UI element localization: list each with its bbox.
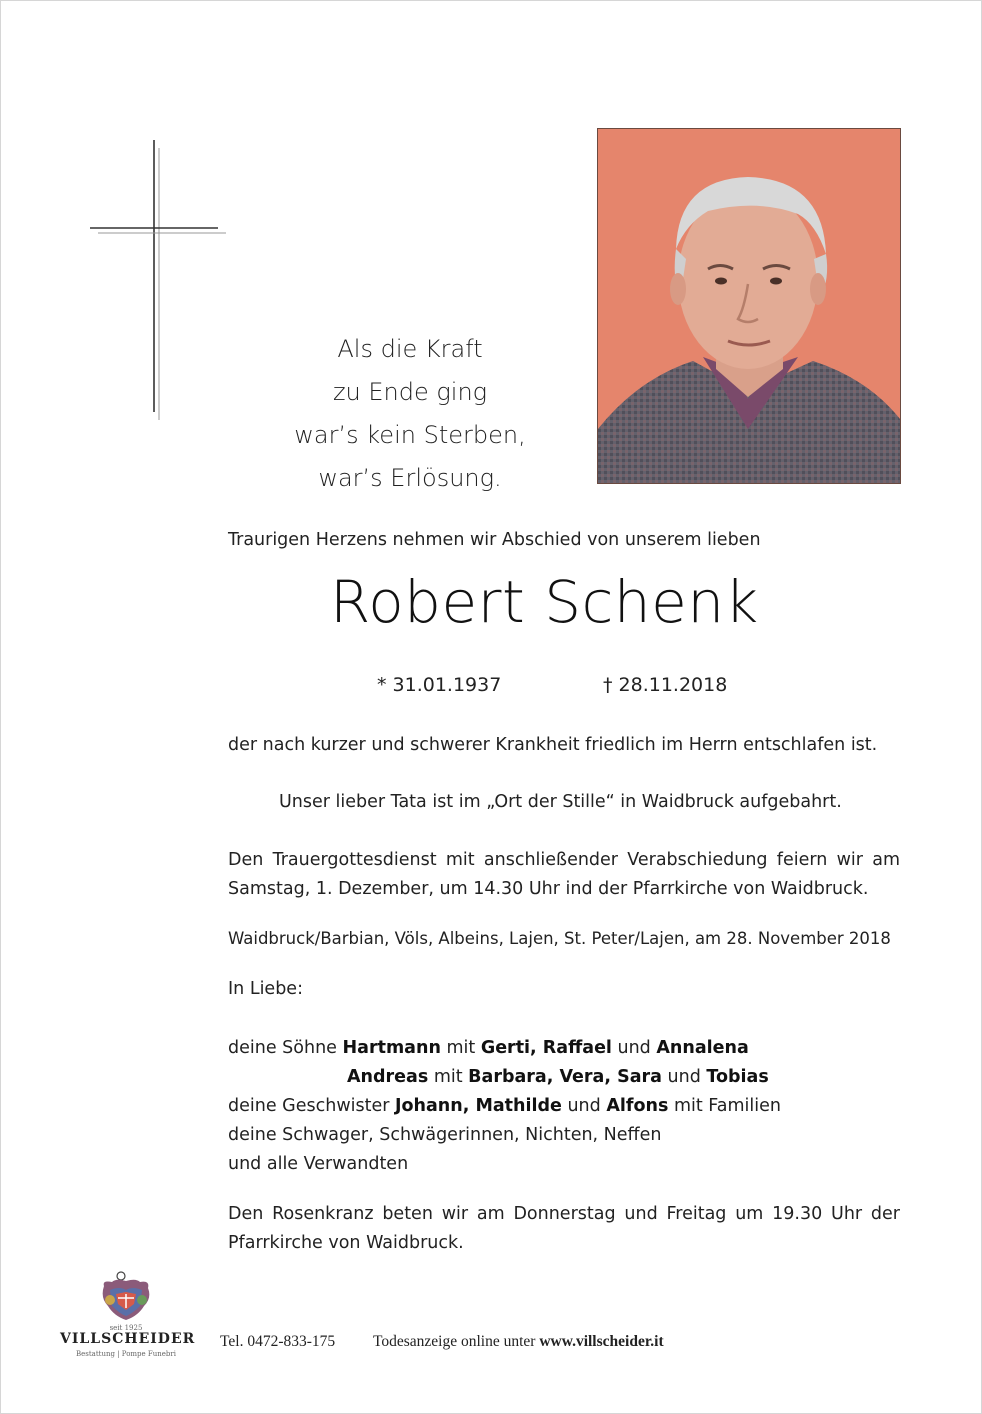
family-line-sons: [228, 1034, 781, 1063]
portrait-photo: [597, 128, 901, 484]
cross-icon: [88, 140, 228, 420]
deceased-name: Robert Schenk: [330, 568, 759, 636]
logo-tagline: Bestattung | Pompe Funebri: [75, 1350, 176, 1358]
death-date: † 28.11.2018: [603, 674, 728, 696]
family-name: Tobias: [706, 1067, 769, 1087]
service-line-2: Samstag, 1. Dezember, um 14.30 Uhr ind der Pfarrkirche von Waidbruck.: [228, 879, 869, 899]
poem-line: Als die Kraft: [337, 335, 483, 363]
family-list: [228, 1034, 781, 1179]
family-name: Johann, Mathilde: [395, 1096, 562, 1116]
family-text: mit: [440, 1038, 481, 1058]
logo-brand: VILLSCHEIDER: [60, 1331, 196, 1347]
family-name: Andreas: [347, 1067, 429, 1087]
family-line-inlaws: deine Schwager, Schwägerinnen, Nichten, Neffen: [228, 1125, 662, 1145]
family-name: Alfons: [606, 1096, 669, 1116]
poem-line: war’s kein Sterben,: [294, 421, 526, 449]
footer-online-label: Todesanzeige online unter: [373, 1333, 540, 1350]
footer-online: [373, 1333, 664, 1351]
place-date: Waidbruck/Barbian, Völs, Albeins, Lajen, St. Peter/Lajen, am 28. November 2018: [228, 929, 891, 948]
family-name: Hartmann: [342, 1038, 441, 1058]
rosary-line-1: Den Rosenkranz beten wir am Donnerstag und Freitag um 19.30 Uhr der: [228, 1204, 900, 1224]
family-text: und: [561, 1096, 607, 1116]
family-line-relatives: und alle Verwandten: [228, 1154, 409, 1174]
family-name: Annalena: [656, 1038, 749, 1058]
laid-out-text: Unser lieber Tata ist im „Ort der Stille“ in Waidbruck aufgebahrt.: [279, 792, 842, 812]
family-text: deine Söhne: [228, 1038, 343, 1058]
rosary-line-2: Pfarrkirche von Waidbruck.: [228, 1233, 464, 1253]
footer-website-link[interactable]: www.villscheider.it: [539, 1333, 664, 1350]
family-text: mit Familien: [668, 1096, 781, 1116]
intro-text: Traurigen Herzens nehmen wir Abschied von unserem lieben: [228, 530, 761, 550]
service-line-1: Den Trauergottesdienst mit anschließender Verabschiedung feiern wir am: [228, 850, 900, 870]
family-name: Gerti, Raffael: [480, 1038, 612, 1058]
family-text: und: [611, 1038, 657, 1058]
villscheider-logo: [60, 1270, 196, 1370]
logo-since: seit 1925: [109, 1324, 143, 1332]
in-love-heading: In Liebe:: [228, 979, 303, 999]
family-line-andreas: [228, 1063, 781, 1092]
family-name: Barbara, Vera, Sara: [468, 1067, 662, 1087]
poem-line: zu Ende ging: [332, 378, 488, 406]
passing-text: der nach kurzer und schwerer Krankheit friedlich im Herrn entschlafen ist.: [228, 735, 878, 755]
memorial-poem: [260, 328, 560, 500]
family-text: mit: [428, 1067, 469, 1087]
poem-line: war’s Erlösung.: [318, 464, 502, 492]
coat-of-arms-icon: [60, 1270, 192, 1324]
family-text: deine Geschwister: [228, 1096, 395, 1116]
footer-phone: Tel. 0472-833-175: [220, 1333, 336, 1350]
birth-date: * 31.01.1937: [377, 674, 502, 696]
family-line-siblings: [228, 1092, 781, 1121]
family-text: und: [661, 1067, 707, 1087]
